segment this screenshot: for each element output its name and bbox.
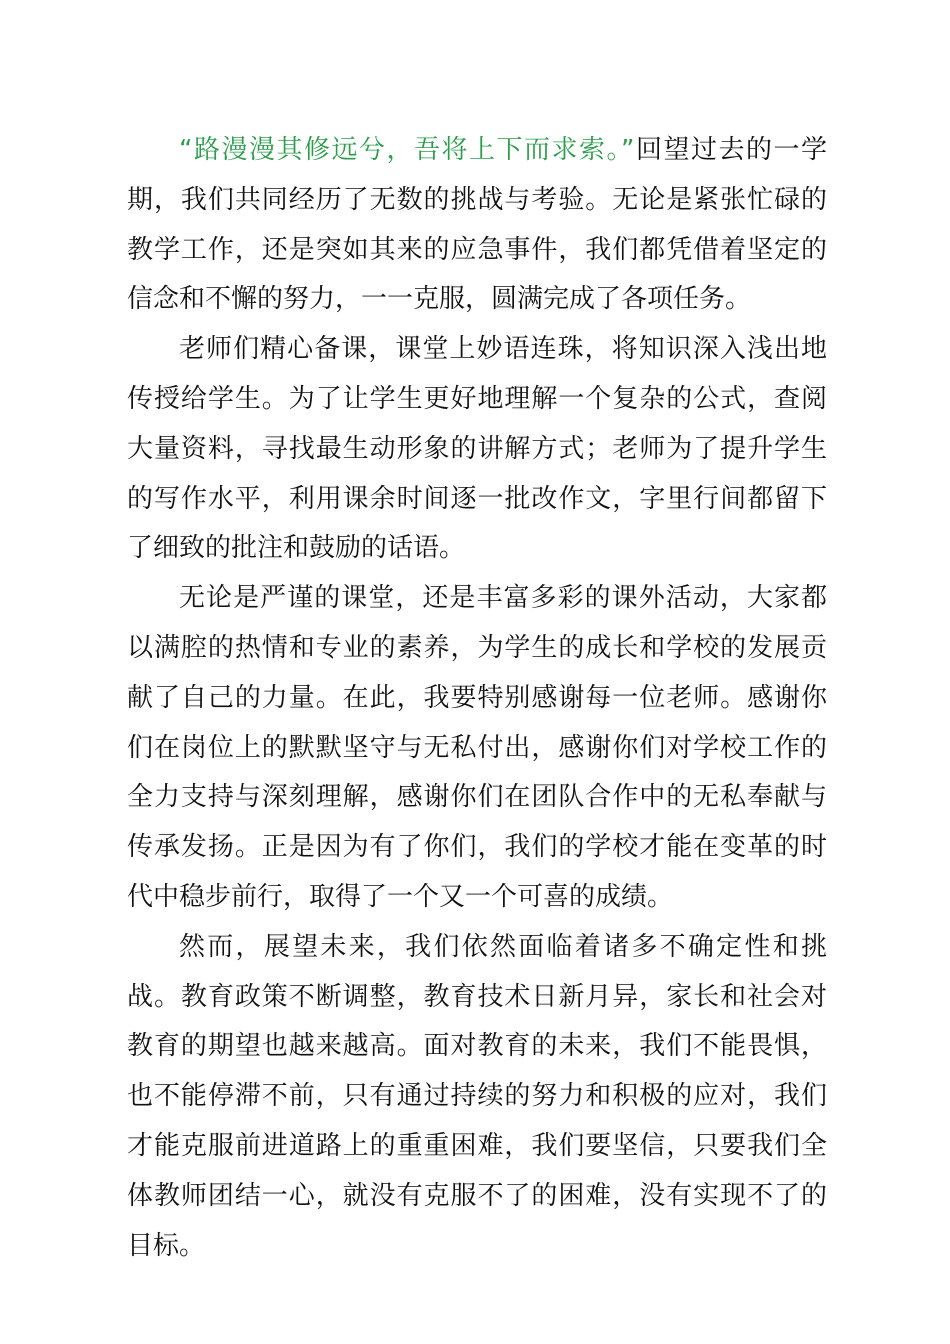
paragraph-text: 无论是严谨的课堂，还是丰富多彩的课外活动，大家都以满腔的热情和专业的素养，为学生的成长和学校的发展贡献了自己的力量。在此，我要特别感谢每一位老师。感谢你们在岗位上的默默坚守与无私付出，感谢你们对学校工作的全力支持与深刻理解，感谢你们在团队合作中的无私奉献与传承发扬。正是因为有了你们，我们的学校才能在变革的时代中稳步前行，取得了一个又一个可喜的成绩。: [127, 583, 827, 912]
paragraph-4: [127, 923, 827, 1272]
paragraph-text: 然而，展望未来，我们依然面临着诸多不确定性和挑战。教育政策不断调整，教育技术日新月异，家长和社会对教育的期望也越来越高。面对教育的未来，我们不能畏惧，也不能停滞不前，只有通过持续的努力和积极的应对，我们才能克服前进道路上的重重困难，我们要坚信，只要我们全体教师团结一心，就没有克服不了的困难，没有实现不了的目标。: [127, 931, 827, 1261]
paragraph-2: [127, 325, 827, 574]
quote-text: “路漫漫其修远兮，吾将上下而求索。”: [179, 135, 635, 165]
paragraph-text: 老师们精心备课，课堂上妙语连珠，将知识深入浅出地传授给学生。为了让学生更好地理解一个复杂的公式，查阅大量资料，寻找最生动形象的讲解方式；老师为了提升学生的写作水平，利用课余时间逐一批改作文，字里行间都留下了细致的批注和鼓励的话语。: [127, 334, 827, 564]
paragraph-text: 回望过去的一学期，我们共同经历了无数的挑战与考验。无论是紧张忙碌的教学工作，还是突如其来的应急事件，我们都凭借着坚定的信念和不懈的努力，一一克服，圆满完成了各项任务。: [127, 135, 827, 315]
paragraph-1: [127, 126, 827, 325]
document-body: [127, 126, 827, 1271]
paragraph-3: [127, 574, 827, 923]
